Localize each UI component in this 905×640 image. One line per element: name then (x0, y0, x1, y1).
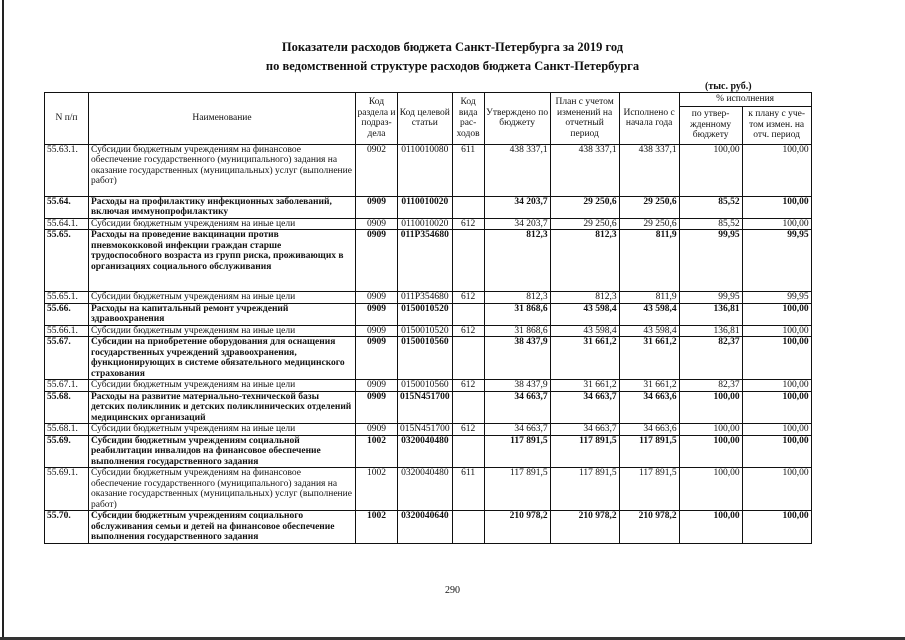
budget-table (44, 92, 812, 544)
row-pct-plan: 100,00 (742, 380, 811, 392)
header-target-code: Код целевой статьи (398, 93, 453, 145)
table-row (45, 468, 812, 511)
header-kind-code: Код вида рас- ходов (452, 93, 484, 145)
row-name: Субсидии на приобретение оборудования для оснащения государственных учреждений здравоохранения, функционирующих в системе обязательного медицинского страхования (89, 337, 356, 380)
row-section-code: 1002 (356, 468, 398, 511)
row-pct-approved: 100,00 (679, 511, 742, 544)
row-name: Субсидии бюджетным учреждениям на иные цели (89, 292, 356, 304)
row-name: Расходы на профилактику инфекционных заболеваний, включая иммунопрофилактику (89, 196, 356, 218)
row-number: 55.70. (45, 511, 89, 544)
row-kind-code: 612 (452, 292, 484, 304)
row-plan: 43 598,4 (550, 303, 619, 325)
row-number: 55.65.1. (45, 292, 89, 304)
table-row (45, 292, 812, 304)
row-name: Субсидии бюджетным учреждениям на иные цели (89, 380, 356, 392)
row-section-code: 0902 (356, 144, 398, 196)
row-approved: 34 663,7 (484, 391, 550, 424)
row-executed: 438 337,1 (619, 144, 679, 196)
row-number: 55.66. (45, 303, 89, 325)
row-target-code: 0150010520 (398, 303, 453, 325)
header-num: N п/п (45, 93, 89, 145)
row-executed: 31 661,2 (619, 337, 679, 380)
row-kind-code (452, 337, 484, 380)
row-executed: 811,9 (619, 230, 679, 292)
row-plan: 34 663,7 (550, 424, 619, 436)
row-target-code: 0320040640 (398, 511, 453, 544)
table-row (45, 424, 812, 436)
row-section-code: 0909 (356, 303, 398, 325)
table-row (45, 325, 812, 337)
row-pct-plan: 100,00 (742, 325, 811, 337)
row-number: 55.67. (45, 337, 89, 380)
row-approved: 117 891,5 (484, 435, 550, 468)
row-kind-code: 611 (452, 144, 484, 196)
row-pct-approved: 85,52 (679, 196, 742, 218)
row-pct-plan: 100,00 (742, 391, 811, 424)
row-section-code: 0909 (356, 325, 398, 337)
table-row (45, 435, 812, 468)
row-plan: 31 661,2 (550, 337, 619, 380)
table-row (45, 144, 812, 196)
row-executed: 811,9 (619, 292, 679, 304)
row-executed: 34 663,6 (619, 424, 679, 436)
row-name: Субсидии бюджетным учреждениям на иные цели (89, 218, 356, 230)
row-approved: 38 437,9 (484, 337, 550, 380)
row-plan: 117 891,5 (550, 435, 619, 468)
row-target-code: 011P354680 (398, 292, 453, 304)
row-pct-approved: 82,37 (679, 380, 742, 392)
row-number: 55.69.1. (45, 468, 89, 511)
row-section-code: 0909 (356, 230, 398, 292)
row-target-code: 0150010560 (398, 337, 453, 380)
row-name: Субсидии бюджетным учреждениям на иные цели (89, 325, 356, 337)
row-pct-plan: 100,00 (742, 468, 811, 511)
row-target-code: 0110010080 (398, 144, 453, 196)
report-subtitle: по ведомственной структуре расходов бюджета Санкт-Петербурга (265, 59, 640, 73)
row-pct-plan: 100,00 (742, 303, 811, 325)
row-executed: 29 250,6 (619, 196, 679, 218)
row-section-code: 0909 (356, 380, 398, 392)
report-title: Показатели расходов бюджета Санкт-Петербурга за 2019 год (281, 40, 624, 54)
row-target-code: 0110010020 (398, 196, 453, 218)
row-plan: 29 250,6 (550, 218, 619, 230)
row-target-code: 0320040480 (398, 468, 453, 511)
row-section-code: 0909 (356, 391, 398, 424)
row-pct-approved: 100,00 (679, 144, 742, 196)
table-row (45, 337, 812, 380)
row-plan: 117 891,5 (550, 468, 619, 511)
header-name: Наименование (89, 93, 356, 145)
row-pct-approved: 100,00 (679, 468, 742, 511)
row-kind-code (452, 230, 484, 292)
row-executed: 210 978,2 (619, 511, 679, 544)
row-approved: 34 203,7 (484, 218, 550, 230)
page-number: 290 (445, 585, 460, 596)
row-pct-approved: 82,37 (679, 337, 742, 380)
row-name: Расходы на развитие материально-технической базы детских поликлиник и детских поликлинических отделений медицинских организаций (89, 391, 356, 424)
row-kind-code: 612 (452, 380, 484, 392)
row-pct-approved: 136,81 (679, 325, 742, 337)
row-kind-code (452, 435, 484, 468)
row-kind-code: 612 (452, 218, 484, 230)
table-row (45, 218, 812, 230)
row-pct-approved: 100,00 (679, 435, 742, 468)
row-approved: 31 868,6 (484, 325, 550, 337)
row-pct-approved: 100,00 (679, 391, 742, 424)
header-section-code: Код раздела и подраз- дела (356, 93, 398, 145)
row-approved: 117 891,5 (484, 468, 550, 511)
row-section-code: 0909 (356, 292, 398, 304)
row-number: 55.64. (45, 196, 89, 218)
row-kind-code: 612 (452, 424, 484, 436)
row-section-code: 0909 (356, 218, 398, 230)
row-kind-code: 612 (452, 325, 484, 337)
row-plan: 812,3 (550, 230, 619, 292)
row-target-code: 0320040480 (398, 435, 453, 468)
row-target-code: 0110010020 (398, 218, 453, 230)
row-pct-plan: 100,00 (742, 511, 811, 544)
table-row (45, 230, 812, 292)
row-number: 55.69. (45, 435, 89, 468)
row-name: Субсидии бюджетным учреждениям на иные цели (89, 424, 356, 436)
row-name: Расходы на проведение вакцинации против пневмококковой инфекции граждан старше трудоспособного возраста из групп риска, проживающих в организациях социального обслуживания (89, 230, 356, 292)
row-plan: 31 661,2 (550, 380, 619, 392)
table-row (45, 391, 812, 424)
row-approved: 34 203,7 (484, 196, 550, 218)
header-pct-plan: к плану с уче- том измен. на отч. период (742, 106, 811, 144)
row-number: 55.68. (45, 391, 89, 424)
row-kind-code (452, 511, 484, 544)
row-approved: 31 868,6 (484, 303, 550, 325)
row-kind-code (452, 391, 484, 424)
row-approved: 812,3 (484, 292, 550, 304)
row-pct-approved: 100,00 (679, 424, 742, 436)
row-pct-approved: 99,95 (679, 230, 742, 292)
row-kind-code (452, 303, 484, 325)
row-executed: 117 891,5 (619, 468, 679, 511)
row-plan: 43 598,4 (550, 325, 619, 337)
row-section-code: 1002 (356, 511, 398, 544)
row-approved: 210 978,2 (484, 511, 550, 544)
row-plan: 210 978,2 (550, 511, 619, 544)
row-pct-plan: 100,00 (742, 424, 811, 436)
table-row (45, 196, 812, 218)
row-section-code: 0909 (356, 424, 398, 436)
row-number: 55.64.1. (45, 218, 89, 230)
table-row (45, 303, 812, 325)
row-plan: 438 337,1 (550, 144, 619, 196)
row-plan: 812,3 (550, 292, 619, 304)
row-pct-plan: 99,95 (742, 230, 811, 292)
scan-left-edge (2, 0, 4, 640)
row-kind-code (452, 196, 484, 218)
row-approved: 34 663,7 (484, 424, 550, 436)
row-plan: 29 250,6 (550, 196, 619, 218)
row-number: 55.68.1. (45, 424, 89, 436)
table-row (45, 380, 812, 392)
row-target-code: 0150010560 (398, 380, 453, 392)
row-plan: 34 663,7 (550, 391, 619, 424)
header-executed: Исполнено с начала года (619, 93, 679, 145)
header-pct-approved: по утвер- жденному бюджету (679, 106, 742, 144)
row-pct-plan: 99,95 (742, 292, 811, 304)
row-executed: 34 663,6 (619, 391, 679, 424)
row-target-code: 015N451700 (398, 424, 453, 436)
row-executed: 43 598,4 (619, 325, 679, 337)
row-name: Субсидии бюджетным учреждениям на финансовое обеспечение государственного (муниципального) задания на оказание государственных (муниципальных) услуг (выполнение работ) (89, 468, 356, 511)
row-name: Субсидии бюджетным учреждениям на финансовое обеспечение государственного (муниципального) задания на оказание государственных (муниципальных) услуг (выполнение работ) (89, 144, 356, 196)
row-name: Расходы на капитальный ремонт учреждений здравоохранения (89, 303, 356, 325)
header-plan: План с учетом изменений на отчетный период (550, 93, 619, 145)
row-pct-approved: 99,95 (679, 292, 742, 304)
row-pct-plan: 100,00 (742, 144, 811, 196)
row-pct-plan: 100,00 (742, 196, 811, 218)
row-executed: 43 598,4 (619, 303, 679, 325)
row-pct-plan: 100,00 (742, 435, 811, 468)
row-executed: 29 250,6 (619, 218, 679, 230)
row-number: 55.66.1. (45, 325, 89, 337)
row-number: 55.65. (45, 230, 89, 292)
row-pct-plan: 100,00 (742, 337, 811, 380)
row-target-code: 0150010520 (398, 325, 453, 337)
row-target-code: 015N451700 (398, 391, 453, 424)
row-executed: 117 891,5 (619, 435, 679, 468)
row-approved: 812,3 (484, 230, 550, 292)
row-target-code: 011P354680 (398, 230, 453, 292)
row-number: 55.67.1. (45, 380, 89, 392)
row-section-code: 0909 (356, 196, 398, 218)
row-number: 55.63.1. (45, 144, 89, 196)
row-name: Субсидии бюджетным учреждениям социального обслуживания семьи и детей на финансовое обеспечение выполнения государственного задания (89, 511, 356, 544)
row-approved: 438 337,1 (484, 144, 550, 196)
row-approved: 38 437,9 (484, 380, 550, 392)
row-section-code: 1002 (356, 435, 398, 468)
row-section-code: 0909 (356, 337, 398, 380)
header-percent-group: % исполнения (679, 93, 811, 107)
row-kind-code: 611 (452, 468, 484, 511)
row-name: Субсидии бюджетным учреждениям социальной реабилитации инвалидов на финансовое обеспечение выполнения государственного задания (89, 435, 356, 468)
row-executed: 31 661,2 (619, 380, 679, 392)
row-pct-plan: 100,00 (742, 218, 811, 230)
row-pct-approved: 85,52 (679, 218, 742, 230)
header-approved: Утверждено по бюджету (484, 93, 550, 145)
units-label: (тыс. руб.) (705, 81, 752, 92)
table-row (45, 511, 812, 544)
row-pct-approved: 136,81 (679, 303, 742, 325)
